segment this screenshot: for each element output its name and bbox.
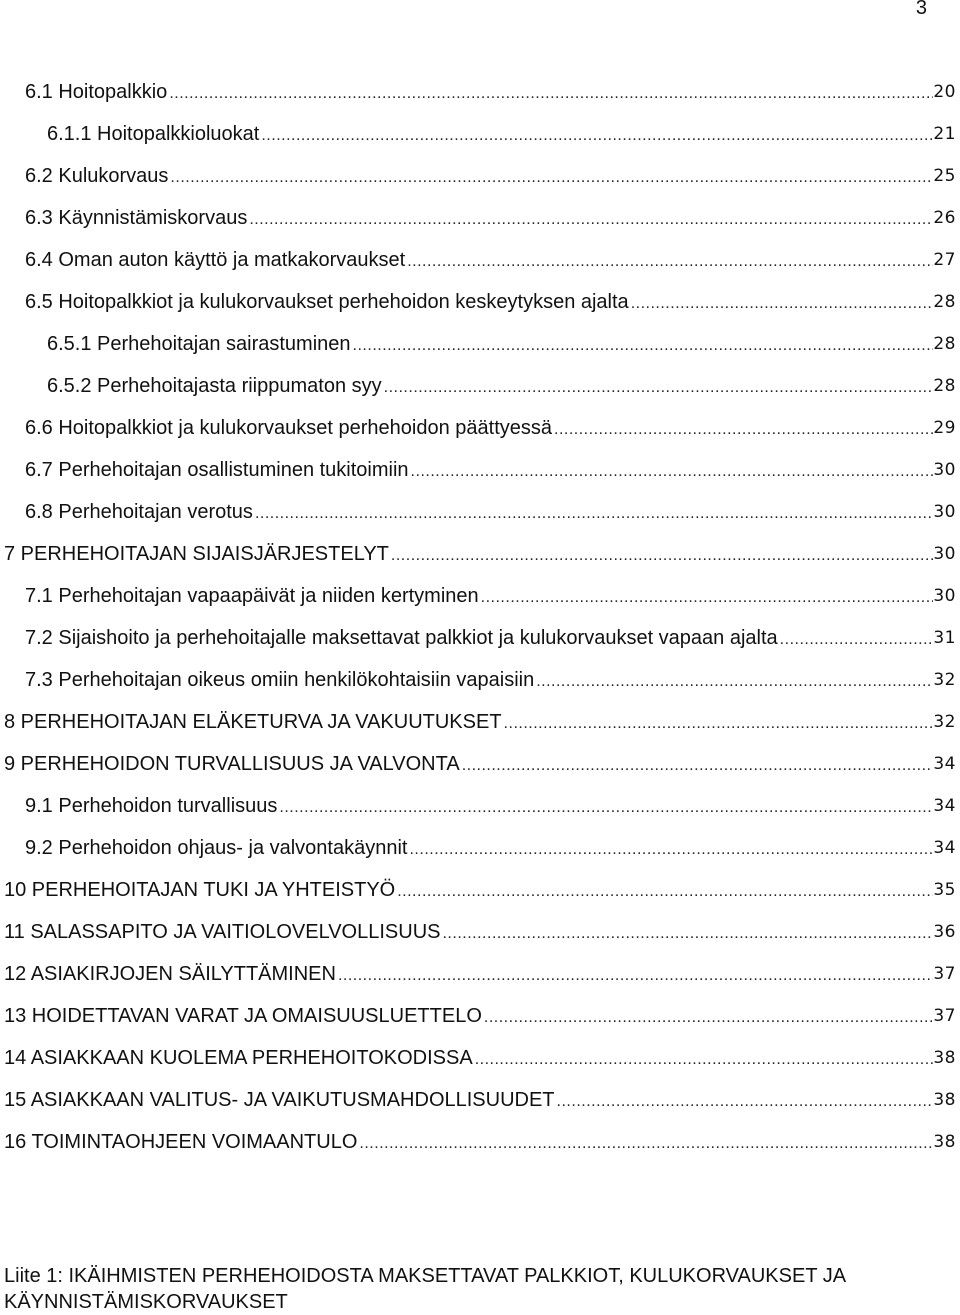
toc-dot-leader xyxy=(473,1050,934,1070)
toc-entry[interactable] xyxy=(0,694,960,736)
toc-entry-title: 6.6 Hoitopalkkiot ja kulukorvaukset perhehoidon päättyessä xyxy=(25,417,552,439)
toc-entry[interactable] xyxy=(0,862,960,904)
toc-dot-leader xyxy=(629,294,934,314)
toc-entry-title: 16 TOIMINTAOHJEEN VOIMAANTULO xyxy=(4,1131,358,1153)
toc-entry-title: 10 PERHEHOITAJAN TUKI JA YHTEISTYÖ xyxy=(4,879,396,901)
toc-dot-leader xyxy=(407,840,933,860)
toc-entry-page-number: 32 xyxy=(933,670,956,690)
toc-entry-page-number: 31 xyxy=(933,628,956,648)
toc-entry-title: 9.2 Perhehoidon ohjaus- ja valvontakäynnit xyxy=(25,837,408,859)
toc-entry[interactable] xyxy=(0,820,960,862)
toc-entry[interactable] xyxy=(0,442,960,484)
toc-entry[interactable] xyxy=(0,316,960,358)
toc-entry[interactable] xyxy=(0,400,960,442)
toc-dot-leader xyxy=(389,546,933,566)
toc-entry[interactable] xyxy=(0,1114,960,1156)
toc-entry-title: 9.1 Perhehoidon turvallisuus xyxy=(25,795,278,817)
toc-dot-leader xyxy=(552,420,933,440)
toc-entry-page-number: 36 xyxy=(933,922,956,942)
toc-entry-page-number: 26 xyxy=(933,208,956,228)
toc-entry[interactable] xyxy=(0,1030,960,1072)
toc-dot-leader xyxy=(395,882,933,902)
toc-entry-page-number: 28 xyxy=(933,376,956,396)
toc-entry-page-number: 38 xyxy=(933,1132,956,1152)
toc-dot-leader xyxy=(405,252,933,272)
toc-entry-page-number: 38 xyxy=(933,1090,956,1110)
toc-entry-title: 9 PERHEHOIDON TURVALLISUUS JA VALVONTA xyxy=(4,753,460,775)
toc-entry-title: 11 SALASSAPITO JA VAITIOLOVELVOLLISUUS xyxy=(4,921,441,943)
toc-entry-title: 7.1 Perhehoitajan vapaapäivät ja niiden kertyminen xyxy=(25,585,479,607)
toc-entry-title: 7 PERHEHOITAJAN SIJAISJÄRJESTELYT xyxy=(4,543,389,565)
toc-dot-leader xyxy=(778,630,934,650)
toc-dot-leader xyxy=(479,588,934,608)
toc-entry-page-number: 30 xyxy=(933,544,956,564)
toc-entry-page-number: 25 xyxy=(933,166,956,186)
toc-entry-title: 6.4 Oman auton käyttö ja matkakorvaukset xyxy=(25,249,406,271)
appendix-line: Liite 1: IKÄIHMISTEN PERHEHOIDOSTA MAKSETTAVAT PALKKIOT, KULUKORVAUKSET JA KÄYNNISTÄMISKORVAUKSET xyxy=(4,1265,845,1313)
toc-entry-title: 6.3 Käynnistämiskorvaus xyxy=(25,207,248,229)
toc-entry-title: 12 ASIAKIRJOJEN SÄILYTTÄMINEN xyxy=(4,963,336,985)
toc-dot-leader xyxy=(167,84,933,104)
toc-entry-page-number: 34 xyxy=(933,838,956,858)
toc-entry[interactable] xyxy=(0,988,960,1030)
toc-dot-leader xyxy=(168,168,933,188)
toc-entry-page-number: 34 xyxy=(933,754,956,774)
toc-entry[interactable] xyxy=(0,526,960,568)
toc-entry-title: 6.5.1 Perhehoitajan sairastuminen xyxy=(47,333,351,355)
toc-dot-leader xyxy=(460,756,934,776)
toc-entry[interactable] xyxy=(0,106,960,148)
toc-entry-title: 6.7 Perhehoitajan osallistuminen tukitoimiin xyxy=(25,459,409,481)
toc-dot-leader xyxy=(555,1092,934,1112)
toc-entry-page-number: 32 xyxy=(933,712,956,732)
toc-entry-page-number: 38 xyxy=(933,1048,956,1068)
toc-dot-leader xyxy=(440,924,933,944)
toc-dot-leader xyxy=(409,462,934,482)
toc-entry-page-number: 21 xyxy=(933,124,956,144)
toc-entry[interactable] xyxy=(0,358,960,400)
toc-entry-page-number: 34 xyxy=(933,796,956,816)
toc-dot-leader xyxy=(247,210,933,230)
toc-dot-leader xyxy=(259,126,933,146)
toc-dot-leader xyxy=(534,672,933,692)
toc-entry-page-number: 30 xyxy=(933,460,956,480)
toc-dot-leader xyxy=(482,1008,933,1028)
toc-entry-page-number: 28 xyxy=(933,292,956,312)
toc-entry-page-number: 35 xyxy=(933,880,956,900)
toc-entry-page-number: 28 xyxy=(933,334,956,354)
table-of-contents xyxy=(0,64,960,1156)
toc-entry-title: 15 ASIAKKAAN VALITUS- JA VAIKUTUSMAHDOLLISUUDET xyxy=(4,1089,555,1111)
toc-entry[interactable] xyxy=(0,652,960,694)
toc-entry-title: 6.5.2 Perhehoitajasta riippumaton syy xyxy=(47,375,382,397)
toc-entry[interactable] xyxy=(0,148,960,190)
toc-entry[interactable] xyxy=(0,232,960,274)
toc-entry-page-number: 20 xyxy=(933,82,956,102)
toc-entry-title: 8 PERHEHOITAJAN ELÄKETURVA JA VAKUUTUKSET xyxy=(4,711,502,733)
toc-entry[interactable] xyxy=(0,190,960,232)
toc-entry-title: 6.5 Hoitopalkkiot ja kulukorvaukset perhehoidon keskeytyksen ajalta xyxy=(25,291,629,313)
toc-entry-title: 6.8 Perhehoitajan verotus xyxy=(25,501,253,523)
toc-entry-page-number: 37 xyxy=(933,1006,956,1026)
toc-entry-page-number: 30 xyxy=(933,586,956,606)
toc-entry-title: 14 ASIAKKAAN KUOLEMA PERHEHOITOKODISSA xyxy=(4,1047,473,1069)
toc-entry-page-number: 30 xyxy=(933,502,956,522)
page-number: 3 xyxy=(915,0,927,19)
toc-dot-leader xyxy=(253,504,933,524)
toc-dot-leader xyxy=(502,714,934,734)
toc-dot-leader xyxy=(277,798,933,818)
toc-entry[interactable] xyxy=(0,736,960,778)
toc-entry[interactable] xyxy=(0,1072,960,1114)
toc-entry-title: 6.1 Hoitopalkkio xyxy=(25,81,168,103)
toc-entry-page-number: 27 xyxy=(933,250,956,270)
toc-entry-title: 6.2 Kulukorvaus xyxy=(25,165,169,187)
toc-dot-leader xyxy=(382,378,934,398)
toc-entry-page-number: 37 xyxy=(933,964,956,984)
toc-entry[interactable] xyxy=(0,778,960,820)
toc-dot-leader xyxy=(336,966,933,986)
toc-entry-title: 13 HOIDETTAVAN VARAT JA OMAISUUSLUETTELO xyxy=(4,1005,482,1027)
toc-entry[interactable] xyxy=(0,946,960,988)
toc-entry[interactable] xyxy=(0,610,960,652)
toc-entry[interactable] xyxy=(0,64,960,106)
toc-entry[interactable] xyxy=(0,274,960,316)
toc-entry-title: 7.3 Perhehoitajan oikeus omiin henkilökohtaisiin vapaisiin xyxy=(25,669,535,691)
toc-dot-leader xyxy=(357,1134,933,1154)
toc-entry-page-number: 29 xyxy=(933,418,956,438)
toc-entry[interactable] xyxy=(0,484,960,526)
toc-entry[interactable] xyxy=(0,568,960,610)
toc-dot-leader xyxy=(351,336,934,356)
toc-entry-title: 6.1.1 Hoitopalkkioluokat xyxy=(47,123,260,145)
toc-entry[interactable] xyxy=(0,904,960,946)
toc-entry-title: 7.2 Sijaishoito ja perhehoitajalle maksettavat palkkiot ja kulukorvaukset vapaan ajalta xyxy=(25,627,778,649)
